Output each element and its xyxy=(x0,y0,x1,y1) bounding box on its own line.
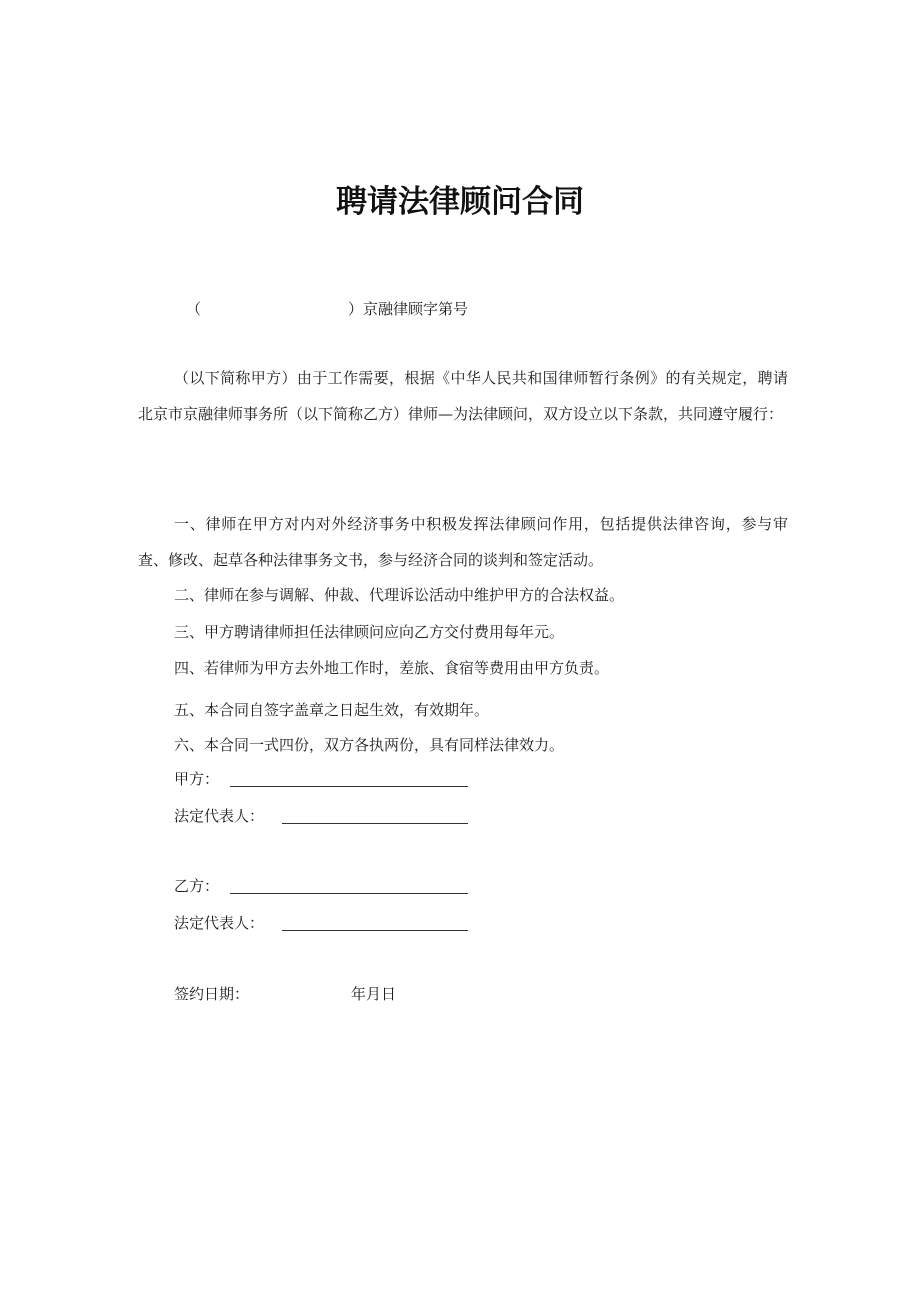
clause-3: 三、甲方聘请律师担任法律顾问应向乙方交付费用每年元。 xyxy=(174,623,565,641)
document-number xyxy=(186,298,468,319)
clause-1: 一、律师在甲方对内对外经济事务中积极发挥法律顾问作用，包括提供法律咨询，参与审查、修改、起草各种法律事务文书，参与经济合同的谈判和签定活动。 xyxy=(138,515,788,569)
party-b-signature-line[interactable] xyxy=(230,893,468,894)
party-a-label: 甲方： xyxy=(174,770,220,788)
signing-date-label: 签约日期： xyxy=(174,985,250,1003)
party-a-representative-signature-line[interactable] xyxy=(282,823,468,824)
clause-6: 六、本合同一式四份，双方各执两份，具有同样法律效力。 xyxy=(174,736,565,754)
signing-date-value: 年月日 xyxy=(351,985,397,1003)
party-a-representative-label: 法定代表人： xyxy=(174,807,265,825)
clause-4: 四、若律师为甲方去外地工作时，差旅、食宿等费用由甲方负责。 xyxy=(174,659,610,677)
intro-paragraph: （以下简称甲方）由于工作需要，根据《中华人民共和国律师暂行条例》的有关规定，聘请北京市京融律师事务所（以下简称乙方）律师—为法律顾问，双方设立以下条款，共同遵守履行： xyxy=(138,369,788,423)
clause-5: 五、本合同自签字盖章之日起生效，有效期年。 xyxy=(174,701,490,719)
page-title: 聘请法律顾问合同 xyxy=(336,184,584,220)
party-b-representative-signature-line[interactable] xyxy=(282,930,468,931)
party-a-signature-line[interactable] xyxy=(230,786,468,787)
party-b-label: 乙方： xyxy=(174,877,220,895)
party-b-representative-label: 法定代表人： xyxy=(174,914,265,932)
document-number-open-paren: （ xyxy=(186,300,202,318)
clause-2: 二、律师在参与调解、仲裁、代理诉讼活动中维护甲方的合法权益。 xyxy=(174,586,625,604)
document-number-suffix: ）京融律顾字第号 xyxy=(348,300,469,318)
